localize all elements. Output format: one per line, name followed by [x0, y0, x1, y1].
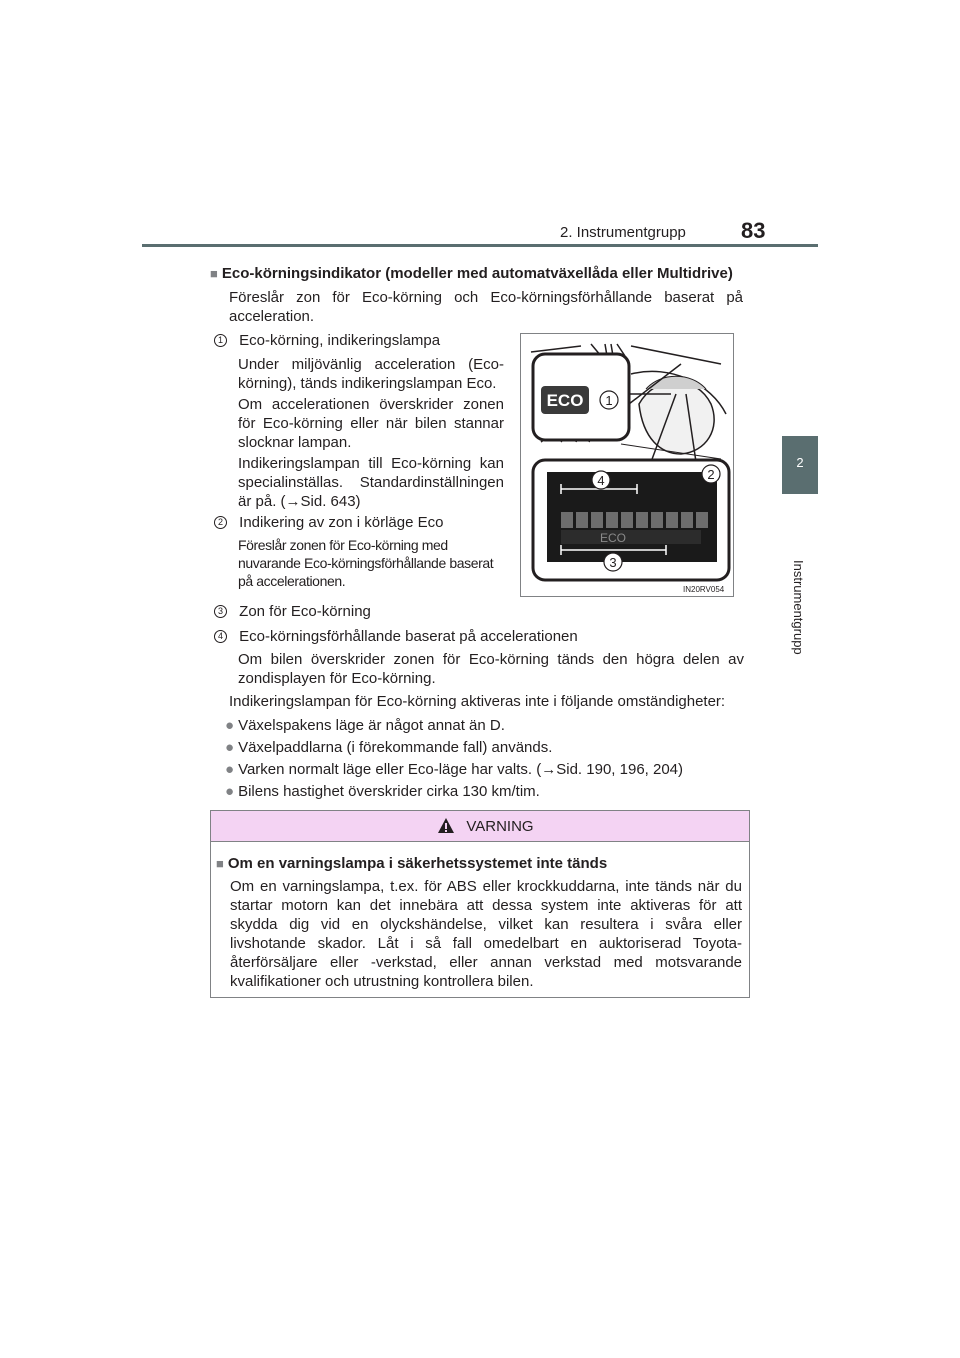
- callout-3-marker: 3: [214, 605, 227, 618]
- callout-1: 1: [605, 393, 613, 408]
- item-2-para-1: Föreslår zonen för Eco-körning med nuvarande Eco-körningsförhållande baserat på accelerationen.: [238, 537, 494, 589]
- callout-4-marker: 4: [214, 630, 227, 643]
- square-bullet-icon: ■: [216, 856, 224, 871]
- bullet-icon: ●: [225, 717, 235, 734]
- item-2-title: 2 Indikering av zon i körläge Eco: [214, 513, 504, 532]
- callout-4: 4: [597, 473, 605, 488]
- condition-item: ● Bilens hastighet överskrider cirka 130 km/tim.: [225, 783, 540, 800]
- eco-zone-label: ECO: [599, 531, 627, 545]
- condition-item: ● Växelpaddlarna (i förekommande fall) används.: [225, 739, 553, 756]
- condition-item: ● Varken normalt läge eller Eco-läge har valts. (→Sid. 190, 196, 204): [225, 761, 684, 778]
- item-1-title: 1 Eco-körning, indikeringslampa: [214, 331, 504, 350]
- running-header-section: 2. Instrumentgrupp: [560, 224, 686, 241]
- conditions-intro: Indikeringslampan för Eco-körning aktiveras inte i följande omständigheter:: [229, 693, 726, 710]
- item-1-para-3: Indikeringslampan till Eco-körning kan specialinställas. Standardinställningen är på. (→Sid. 643): [238, 455, 504, 510]
- section-intro: Föreslår zon för Eco-körning och Eco-körningsförhållande baserat på acceleration.: [229, 289, 743, 325]
- section-heading: ■ Eco-körningsindikator (modeller med automatväxellåda eller Multidrive): [210, 265, 733, 282]
- warning-title: VARNING: [466, 818, 534, 835]
- warning-text: Om en varningslampa, t.ex. för ABS eller krockkuddarna, inte tänds när du startar motorn kan det innebära att dessa system inte aktiveras för att skydda dig vid en olyckshändelse, vilket kan resultera i svåra eller livshotande skador. Låt i så fall omedelbart en auktoriserad Toyota-återförsäljare eller -verkstad, eller annan verkstad med motsvarande kvalifikationer och utrustning kontrollera bilen.: [230, 878, 742, 990]
- warning-header: [211, 811, 749, 842]
- item-3-title: 3 Zon för Eco-körning: [214, 602, 734, 621]
- chapter-number: 2: [796, 455, 804, 470]
- warning-heading: ■ Om en varningslampa i säkerhetssystemet inte tänds: [216, 855, 608, 872]
- chapter-title: Instrumentgrupp: [791, 560, 806, 655]
- item-4-title: 4 Eco-körningsförhållande baserat på accelerationen: [214, 627, 734, 646]
- page-number: 83: [741, 218, 766, 243]
- item-1-para-1: Under miljövänlig acceleration (Eco-körning), tänds indikeringslampan Eco.: [238, 356, 504, 392]
- header-rule: [142, 244, 818, 247]
- callout-2-marker: 2: [214, 516, 227, 529]
- item-1-para-2: Om accelerationen överskrider zonen för Eco-körning eller när bilen stannar slocknar lampan.: [238, 396, 504, 451]
- bullet-icon: ●: [225, 783, 235, 800]
- item-4-para-1: Om bilen överskrider zonen för Eco-körning tänds den högra delen av zondisplayen för Eco-körning.: [238, 651, 744, 687]
- eco-indicator-illustration: [520, 333, 734, 597]
- bullet-icon: ●: [225, 739, 235, 756]
- callout-1-marker: 1: [214, 334, 227, 347]
- eco-indicator-label: ECO: [546, 391, 584, 410]
- square-bullet-icon: ■: [210, 266, 218, 281]
- callout-3: 3: [609, 555, 617, 570]
- bullet-icon: ●: [225, 761, 235, 778]
- figure-code: IN20RV054: [683, 585, 725, 594]
- condition-item: ● Växelspakens läge är något annat än D.: [225, 717, 505, 734]
- warning-box: [210, 810, 750, 998]
- callout-2: 2: [707, 467, 715, 482]
